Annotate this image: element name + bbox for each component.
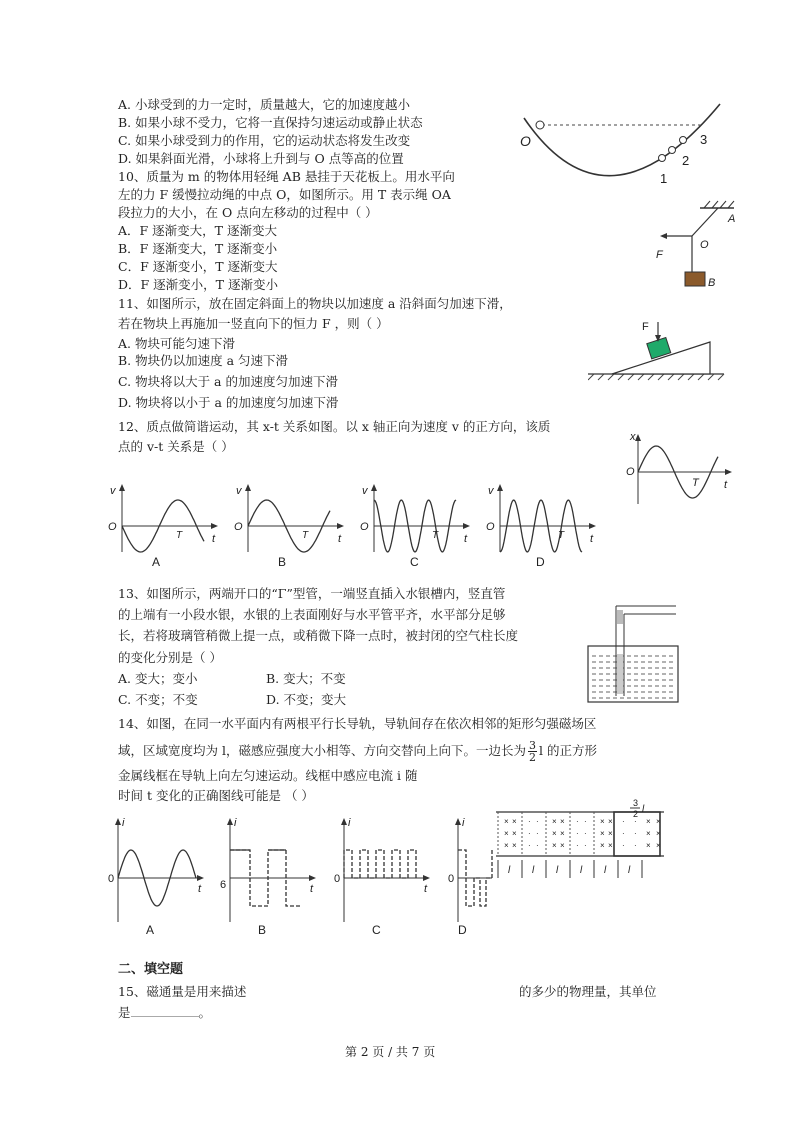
q11-stem-line2: 若在物块上再施加一竖直向下的恒力 F ，则（ ） — [118, 316, 389, 331]
q9-fig-label-o: O — [520, 133, 531, 149]
svg-text:×: × — [656, 829, 661, 838]
q15-line2-post: 。 — [198, 1005, 212, 1020]
q9-option-c: C. 如果小球受到力的作用，它的运动状态将发生改变 — [118, 133, 411, 148]
svg-text:×: × — [646, 829, 651, 838]
q12-xt-graph — [624, 428, 736, 508]
q10-option-d: D．F 逐渐变小，T 逐渐变小 — [118, 277, 278, 292]
svg-text:·: · — [622, 841, 625, 850]
q14-graph-b — [220, 817, 316, 937]
q9-option-d: D. 如果斜面光滑，小球将上升到与 O 点等高的位置 — [118, 151, 404, 166]
svg-text:×: × — [504, 817, 509, 826]
q12-graph-b — [234, 484, 344, 569]
q14-fraction — [528, 740, 537, 763]
q14-graph-b-i: i — [234, 817, 237, 829]
svg-text:×: × — [608, 829, 613, 838]
q14-graph-a-i: i — [122, 817, 125, 829]
q10-stem-line1: 10、质量为 m 的物体用轻绳 AB 悬挂于天花板上。用水平向 — [118, 169, 455, 184]
q9-fig-label-1: 1 — [660, 171, 668, 186]
q10-fig-label-a: A — [728, 213, 736, 225]
q12-graph-a — [108, 484, 218, 569]
svg-text:·: · — [576, 817, 579, 826]
q12-graph-a-o: O — [108, 521, 117, 533]
q15-answer-blank[interactable] — [131, 1004, 199, 1017]
q9-fig-label-2: 2 — [682, 153, 690, 168]
q12-graph-c-o: O — [360, 521, 369, 533]
q14-graph-c-o: 0 — [334, 873, 341, 885]
svg-text:×: × — [560, 817, 565, 826]
q14-graph-c-t: t — [424, 883, 428, 895]
q10-fig-label-o: O — [700, 239, 709, 251]
svg-text:·: · — [576, 829, 579, 838]
q12-graph-d-t: t — [590, 533, 594, 545]
svg-text:·: · — [622, 817, 625, 826]
q14-graph-a-t: t — [198, 883, 202, 895]
q13-stem-line2: 的上端有一小段水银，水银的上表面刚好与水平管平齐，水平部分足够 — [118, 607, 506, 622]
svg-text:·: · — [584, 829, 587, 838]
q15-line2 — [118, 1004, 211, 1021]
svg-text:×: × — [600, 841, 605, 850]
q12-graph-b-v: v — [236, 485, 242, 497]
q10-option-a: A．F 逐渐变大，T 逐渐变大 — [118, 223, 277, 238]
q10-stem-line3: 段拉力的大小，在 O 点向左移动的过程中（ ） — [118, 205, 378, 220]
q11-stem-line1: 11、如图所示，放在固定斜面上的物块以加速度 a 沿斜面匀加速下滑， — [118, 296, 512, 311]
svg-text:·: · — [528, 829, 531, 838]
q14-graph-a-o: 0 — [108, 873, 115, 885]
q12-graph-d — [486, 484, 596, 569]
svg-text:·: · — [634, 817, 637, 826]
svg-text:×: × — [600, 817, 605, 826]
q14-graph-d — [448, 817, 492, 937]
q11-incline-figure — [588, 318, 728, 382]
q14-stem-line2-post: l 的正方形 — [538, 743, 597, 758]
q10-rope-figure — [652, 196, 742, 296]
q14-graph-b-t: t — [310, 883, 314, 895]
svg-text:×: × — [560, 841, 565, 850]
svg-text:·: · — [576, 841, 579, 850]
q14-field-frac-den: 2 — [633, 809, 639, 819]
q13-stem-line3: 长，若将玻璃管稍微上提一点，或稍微下降一点时，被封闭的空气柱长度 — [118, 628, 519, 643]
q14-graph-b-o: 6 — [220, 879, 227, 891]
section-title-fill-in: 二、填空题 — [118, 962, 184, 977]
q15-pre: 15、磁通量是用来描述 — [118, 984, 247, 999]
q12-graph-c-t: t — [464, 533, 468, 545]
q12-graph-a-v: v — [110, 485, 116, 497]
q14-graph-c-label: C — [372, 923, 381, 937]
svg-text:×: × — [656, 817, 661, 826]
q14-graph-d-i: i — [462, 817, 465, 829]
q14-stem-line3: 金属线框在导轨上向左匀速运动。线框中感应电流 i 随 — [118, 768, 418, 783]
svg-text:×: × — [646, 841, 651, 850]
svg-text:l: l — [604, 865, 607, 876]
q10-option-b: B．F 逐渐变大，T 逐渐变小 — [118, 241, 278, 256]
svg-text:×: × — [608, 841, 613, 850]
q13-option-a: A. 变大；变小 — [118, 671, 198, 686]
svg-text:·: · — [622, 829, 625, 838]
svg-text:×: × — [504, 829, 509, 838]
q12-fig-label-o: O — [626, 466, 635, 478]
svg-text:×: × — [552, 817, 557, 826]
q12-fig-label-x: x — [630, 431, 636, 443]
q10-fig-label-b: B — [708, 277, 716, 289]
q14-graph-a — [108, 817, 204, 937]
q14-stem-line2 — [118, 740, 597, 763]
svg-text:×: × — [552, 829, 557, 838]
svg-text:l: l — [580, 865, 583, 876]
q12-graph-d-v: v — [488, 485, 494, 497]
svg-text:·: · — [528, 841, 531, 850]
q14-graph-c — [334, 817, 430, 937]
svg-text:×: × — [600, 829, 605, 838]
q14-graph-c-i: i — [348, 817, 351, 829]
svg-text:·: · — [634, 841, 637, 850]
q10-stem-line2: 左的力 F 缓慢拉动绳的中点 O，如图所示。用 T 表示绳 OA — [118, 187, 451, 202]
q12-graph-c-label: C — [410, 555, 419, 569]
q13-option-b: B. 变大；不变 — [266, 671, 346, 686]
svg-text:·: · — [536, 829, 539, 838]
q13-tube-figure — [584, 596, 684, 708]
q13-stem-line1: 13、如图所示，两端开口的“Γ”型管，一端竖直插入水银槽内，竖直管 — [118, 586, 506, 601]
q12-stem-line1: 12、质点做简谐运动，其 x-t 关系如图。以 x 轴正向为速度 v 的正方向，该质 — [118, 419, 551, 434]
q14-graph-d-o: 0 — [448, 873, 455, 885]
q12-graph-c-v: v — [362, 485, 368, 497]
q14-graph-d-label: D — [458, 923, 467, 937]
q10-option-c: C．F 逐渐变小，T 逐渐变大 — [118, 259, 278, 274]
q9-curved-track-figure — [512, 100, 732, 190]
q11-option-d: D. 物块将以小于 a 的加速度匀加速下滑 — [118, 395, 339, 410]
svg-text:·: · — [536, 817, 539, 826]
q14-frac-num: 3 — [528, 739, 536, 752]
q11-option-c: C. 物块将以大于 a 的加速度匀加速下滑 — [118, 374, 338, 389]
q12-graph-b-o: O — [234, 521, 243, 533]
svg-text:·: · — [634, 829, 637, 838]
svg-text:·: · — [536, 841, 539, 850]
q9-fig-label-3: 3 — [700, 132, 708, 147]
q12-graph-a-t: t — [212, 533, 216, 545]
q12-graph-c — [360, 484, 470, 569]
svg-text:×: × — [608, 817, 613, 826]
q12-graph-d-label: D — [536, 555, 545, 569]
svg-text:×: × — [656, 841, 661, 850]
q14-magnetic-field-figure — [492, 798, 668, 894]
svg-text:·: · — [584, 817, 587, 826]
page-footer: 第 2 页 / 共 7 页 — [345, 1045, 436, 1059]
svg-text:l: l — [532, 865, 535, 876]
q12-graph-d-T: T — [558, 530, 565, 541]
q13-option-c: C. 不变；不变 — [118, 692, 198, 707]
q14-stem-line2-pre: 域，区域宽度均为 l，磁感应强度大小相等、方向交替向上向下。一边长为 — [118, 743, 526, 758]
q10-fig-label-f: F — [656, 249, 663, 261]
q14-stem-line4: 时间 t 变化的正确图线可能是 （ ） — [118, 788, 314, 803]
q12-stem-line2: 点的 v-t 关系是（ ） — [118, 439, 234, 454]
q15-mid: 的多少的物理量，其单位 — [519, 984, 657, 999]
q12-graph-a-label: A — [152, 555, 161, 569]
q15-line2-pre: 是 — [118, 1005, 131, 1020]
q14-answer-graphs — [104, 812, 494, 940]
q12-fig-label-T: T — [692, 477, 699, 489]
q14-graph-a-label: A — [146, 923, 155, 937]
q11-option-a: A. 物块可能匀速下滑 — [118, 336, 235, 351]
svg-text:l: l — [508, 865, 511, 876]
q12-graph-c-T: T — [432, 530, 439, 541]
q11-fig-label-f: F — [642, 321, 649, 333]
q14-field-frac-num: 3 — [633, 798, 639, 808]
q14-frac-den: 2 — [528, 751, 536, 764]
q11-option-b: B. 物块仍以加速度 a 匀速下滑 — [118, 353, 289, 368]
svg-text:l: l — [556, 865, 559, 876]
svg-text:×: × — [646, 817, 651, 826]
svg-text:×: × — [512, 829, 517, 838]
svg-text:×: × — [552, 841, 557, 850]
q12-answer-graphs — [100, 482, 600, 572]
svg-text:·: · — [528, 817, 531, 826]
q12-graph-a-T: T — [176, 530, 183, 541]
svg-text:×: × — [512, 817, 517, 826]
svg-text:×: × — [504, 841, 509, 850]
q12-fig-label-t: t — [724, 479, 728, 491]
q9-option-a: A. 小球受到的力一定时，质量越大，它的加速度越小 — [118, 97, 410, 112]
q14-field-top-l: l — [642, 804, 645, 815]
q12-graph-b-label: B — [278, 555, 287, 569]
svg-text:l: l — [628, 865, 631, 876]
q14-graph-b-label: B — [258, 923, 267, 937]
q12-graph-b-T: T — [302, 530, 309, 541]
q13-stem-line4: 的变化分别是（ ） — [118, 650, 222, 665]
svg-text:×: × — [512, 841, 517, 850]
svg-text:·: · — [584, 841, 587, 850]
q12-graph-b-t: t — [338, 533, 342, 545]
q9-option-b: B. 如果小球不受力，它将一直保持匀速运动或静止状态 — [118, 115, 423, 130]
q12-graph-d-o: O — [486, 521, 495, 533]
q13-option-d: D. 不变；变大 — [266, 692, 347, 707]
svg-text:×: × — [560, 829, 565, 838]
q14-stem-line1: 14、如图，在同一水平面内有两根平行长导轨，导轨间存在依次相邻的矩形匀强磁场区 — [118, 716, 597, 731]
